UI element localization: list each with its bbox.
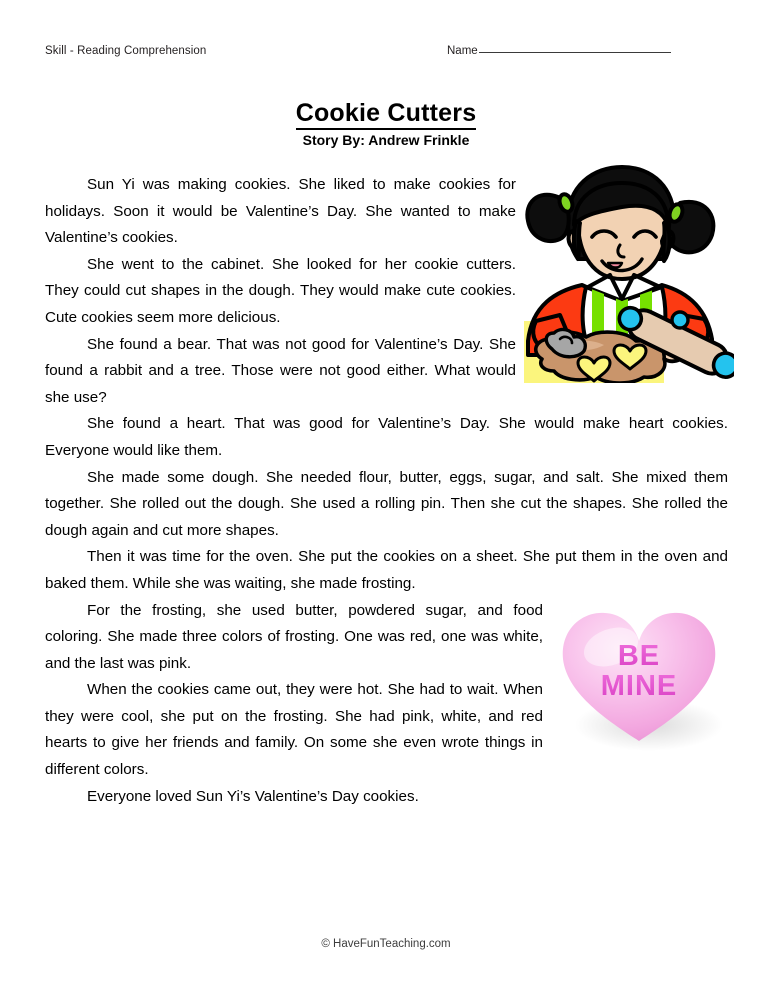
name-field-writing-line[interactable] [479,51,671,53]
girl-baking-cookies-illustration [516,163,734,383]
story-paragraph: For the frosting, she used butter, powdered sugar, and food coloring. She made three colors of frosting. One was red, one was white, and the last was pink. [45,601,543,672]
story-paragraph: Sun Yi was making cookies. She liked to make cookies for holidays. Soon it would be Valentine’s Day. She wanted to make Valentine’s cookies. [45,176,516,247]
story-paragraph: She went to the cabinet. She looked for her cookie cutters. They could cut shapes in the dough. They would make cute cookies. Cute cookies seem more delicious. [45,255,516,326]
story-paragraph: She found a bear. That was not good for Valentine’s Day. She found a rabbit and a tree. Those were not good either. What would she use? [45,335,516,406]
name-field-label: Name [447,45,478,57]
footer-copyright: © HaveFunTeaching.com [321,938,451,950]
story-paragraph: She made some dough. She needed flour, butter, eggs, sugar, and salt. She mixed them together. She rolled out the dough. She used a rolling pin. Then she cut the shapes. She rolled the dough again and cut more shapes. [45,468,728,539]
be-mine-candy-heart [553,603,731,753]
name-field[interactable] [447,45,671,57]
story-paragraph: Everyone loved Sun Yi’s Valentine’s Day cookies. [87,787,419,805]
byline: Story By: Andrew Frinkle [302,132,470,148]
story-paragraph: Then it was time for the oven. She put the cookies on a sheet. She put them in the oven and baked them. While she was waiting, she made frosting. [45,548,728,592]
page-title-text: Cookie Cutters [296,99,477,130]
story-paragraph: She found a heart. That was good for Valentine’s Day. She would make heart cookies. Everyone would like them. [45,415,728,459]
page-title [0,99,772,128]
story-paragraph: When the cookies came out, they were hot. She had to wait. When they were cool, she put on the frosting. She had pink, white, and red hearts to give her friends and family. On some she even wrote things in different colors. [45,681,543,779]
candy-heart-text-line-1: BE [617,640,661,672]
skill-label: Skill - Reading Comprehension [45,45,207,57]
candy-heart-text-line-2: MINE [600,670,678,702]
